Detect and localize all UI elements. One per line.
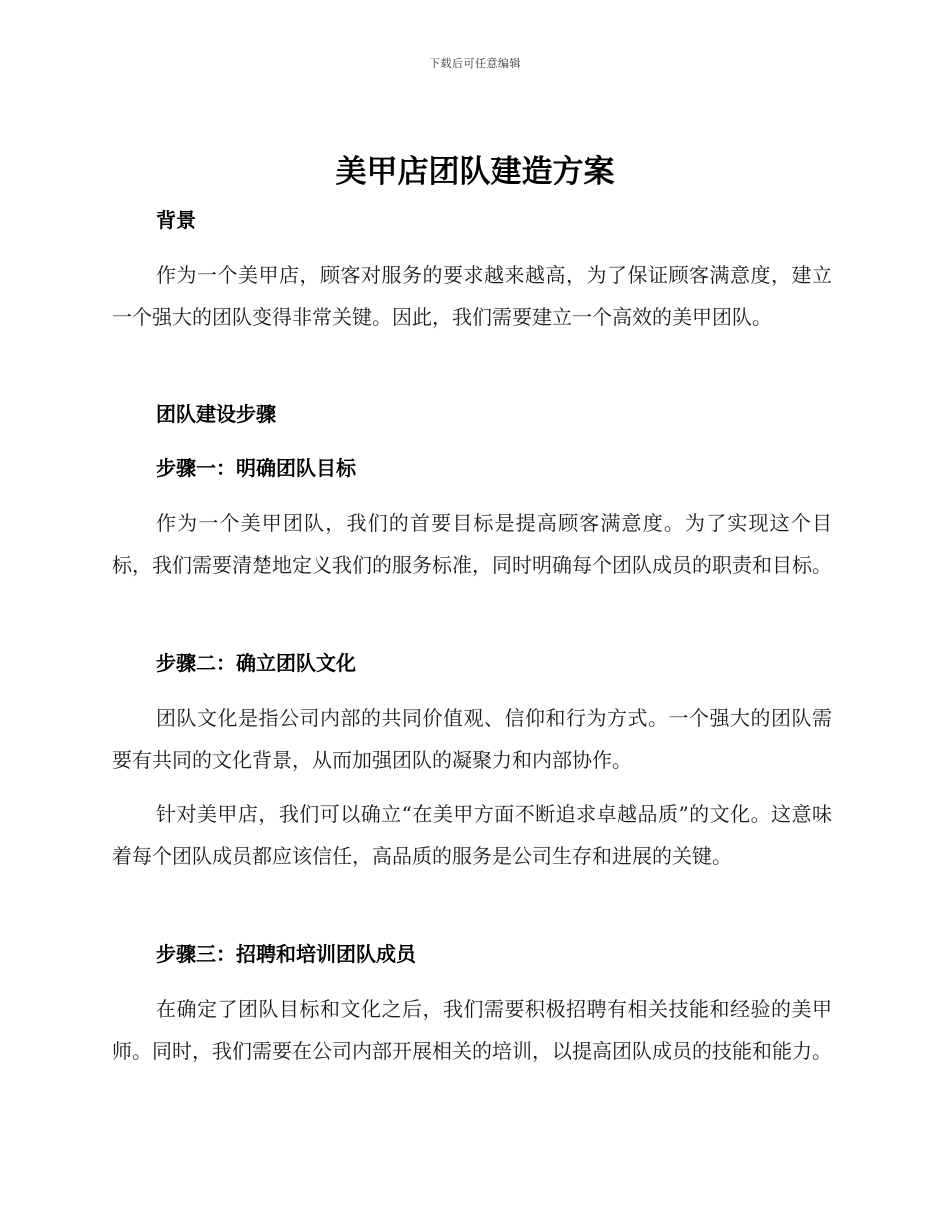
step-heading-1: 步骤一：明确团队目标: [156, 456, 356, 480]
section-heading-team-building-steps: 团队建设步骤: [156, 402, 276, 426]
paragraph-step-2-culture: 团队文化是指公司内部的共同价值观、信仰和行为方式。一个强大的团队需要有共同的文化背景，从而加强团队的凝聚力和内部协作。: [112, 706, 832, 772]
document-title: 美甲店团队建造方案: [335, 154, 615, 190]
header-note: 下载后可任意编辑: [429, 57, 521, 70]
paragraph-step-1: 作为一个美甲团队，我们的首要目标是提高顾客满意度。为了实现这个目标，我们需要清楚地定义我们的服务标准，同时明确每个团队成员的职责和目标。: [112, 511, 832, 577]
paragraph-step-3: 在确定了团队目标和文化之后，我们需要积极招聘有相关技能和经验的美甲师。同时，我们需要在公司内部开展相关的培训，以提高团队成员的技能和能力。: [112, 997, 832, 1063]
step-heading-3: 步骤三：招聘和培训团队成员: [156, 942, 416, 966]
section-heading-background: 背景: [156, 208, 196, 232]
paragraph-background: 作为一个美甲店，顾客对服务的要求越来越高，为了保证顾客满意度，建立一个强大的团队变得非常关键。因此，我们需要建立一个高效的美甲团队。: [112, 263, 832, 329]
paragraph-step-2-nail-culture: 针对美甲店，我们可以确立“在美甲方面不断追求卓越品质”的文化。这意味着每个团队成员都应该信任，高品质的服务是公司生存和进展的关键。: [112, 802, 832, 868]
step-heading-2: 步骤二：确立团队文化: [156, 651, 356, 675]
